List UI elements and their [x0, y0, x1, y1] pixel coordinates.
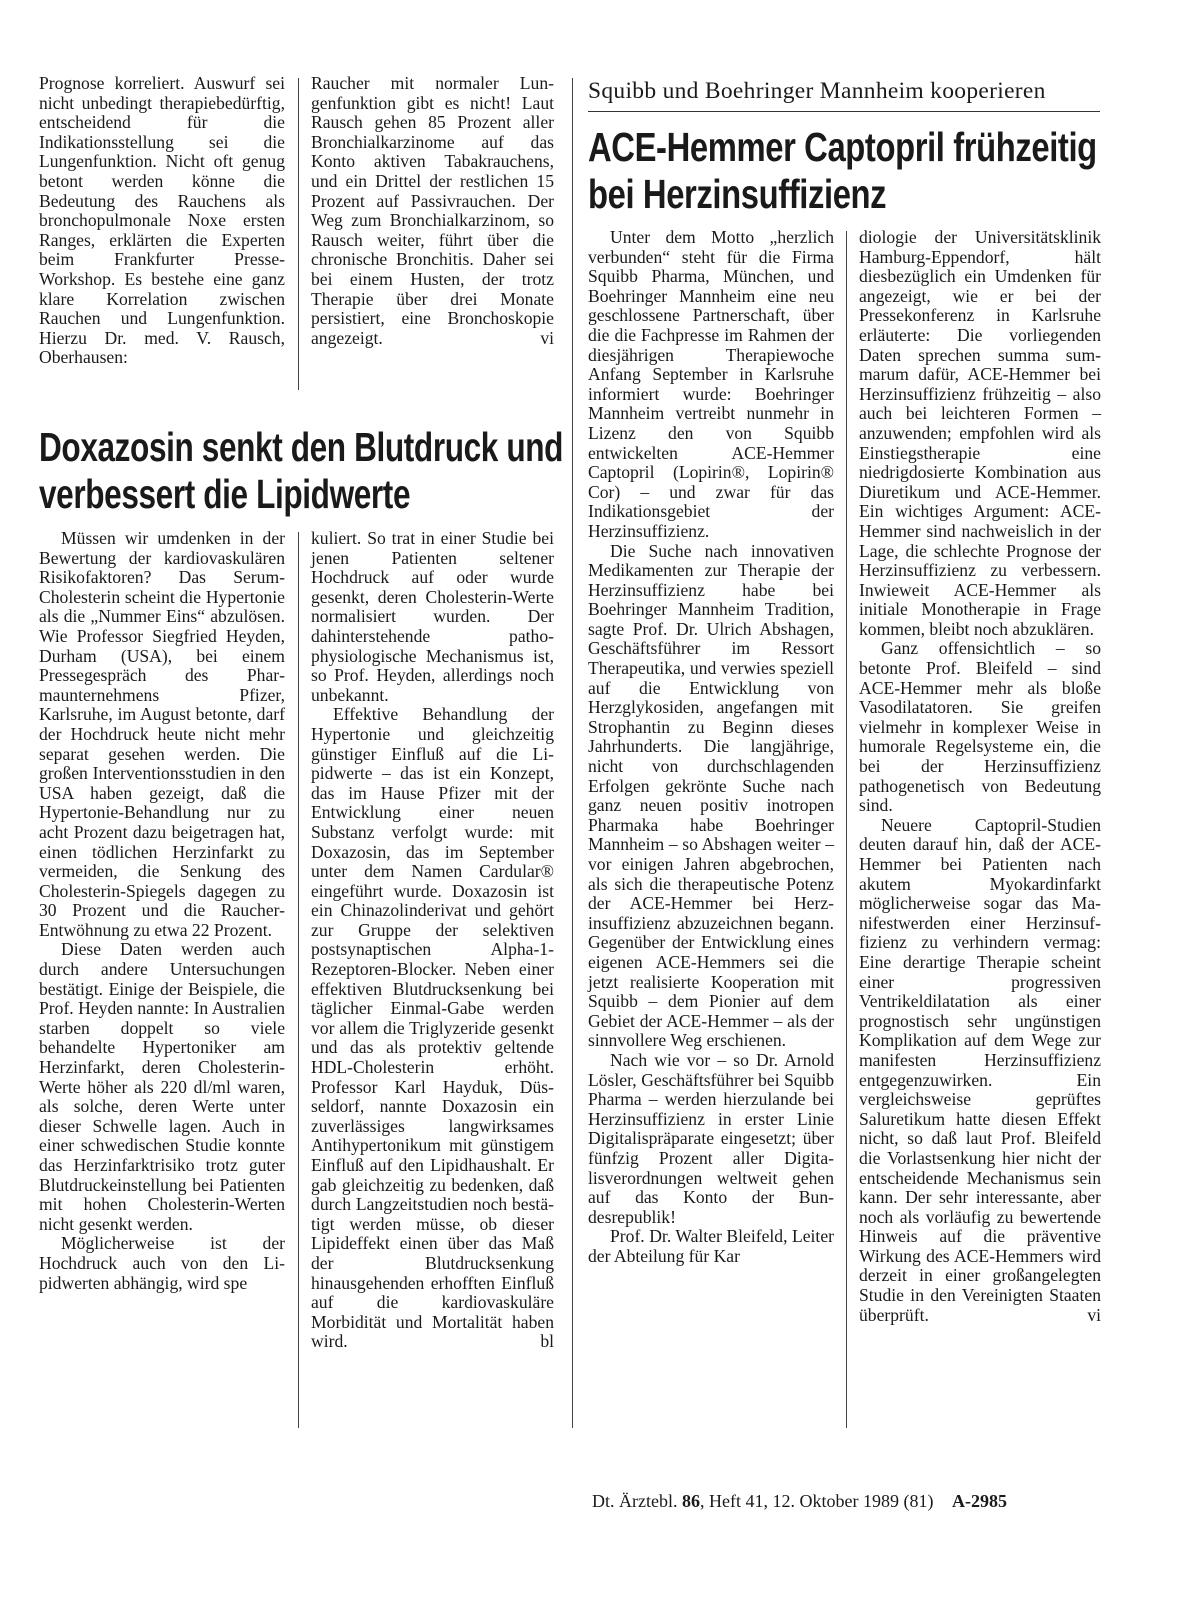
ace-headline [588, 124, 1097, 218]
journal-name: Dt. Ärztebl. [592, 1491, 678, 1511]
headline-line: Doxazosin senkt den Blutdruck und [39, 424, 564, 470]
top-article-column-1 [39, 74, 285, 368]
author-signature: vi [1087, 1304, 1101, 1325]
paragraph: diologie der Universitätsklinik Hamburg-Eppendorf, hält diesbezüglich ein Umdenken für angezeigt, wie er bei der Pressekonferenz in Karlsruhe erläuterte: Die vorliegenden Daten sprechen summa summarum dafür, ACE-Hemmer bei Herzinsuffizienz frühzeitig – also auch bei leichteren Formen – anzuwenden; empfohlen wird als Einstiegstherapie eine niedrigdosierte Kombination aus Diuretikum und ACE-Hemmer. Ein wichtiges Argument: ACE-Hemmer sind nachweislich in der Lage, die schlechte Prognose der Herzinsuffizienz zu verbessern. Inwieweit ACE-Hemmer als initiale Monotherapie in Frage kommen, bleibt noch abzuklären. [859, 227, 1101, 639]
paragraph: Ganz offensichtlich – so betonte Prof. Bleifeld – sind ACE-Hemmer mehr als bloße Vasodilatatoren. Sie greifen vielmehr in komplexer Weise in humorale Regelsysteme ein, die bei der Herzinsuffizienz pathogenetisch von Bedeutung sind. [859, 638, 1101, 816]
headline-line: verbessert die Lipidwerte [39, 471, 411, 517]
kicker-rule [588, 111, 1100, 112]
doxazosin-column-1 [39, 529, 285, 1293]
column-divider [298, 532, 299, 1428]
ace-column-1 [588, 228, 834, 1266]
top-article-column-2 [311, 74, 554, 348]
paragraph: Prof. Dr. Walter Bleifeld, Leiter der Abteilung für Kar [588, 1226, 834, 1266]
doxazosin-column-2 [311, 529, 554, 1352]
paragraph: kuliert. So trat in einer Studie bei jenen Patienten seltener Hochdruck auf oder wurde gesenkt, deren Cholesterin-Werte normalisiert wurden. Der dahinterstehende pathophysiologische Mechanismus ist, so Prof. Heyden, allerdings noch unbekannt. [311, 528, 554, 705]
paragraph: Möglicherweise ist der Hochdruck auch von den Lipidwerten abhängig, wird spe [39, 1233, 285, 1293]
ace-kicker: Squibb und Boehringer Mannheim kooperieren [588, 78, 1046, 104]
author-signature: vi [540, 327, 554, 348]
ace-column-2 [859, 228, 1101, 1325]
paragraph: Prognose korreliert. Auswurf sei nicht unbedingt therapiebedürftig, entscheidend für die Indikationsstellung sei die Lungenfunktion. Nicht oft genug betont werden könne die Bedeutung des Rauchens als bronchopulmonale Noxe ersten Ranges, erklärten die Experten beim Frankfurter Presse-Workshop. Es bestehe eine ganz klare Korrelation zwischen Rauchen und Lungenfunktion. Hierzu Dr. med. V. Rausch, Oberhausen: [39, 73, 285, 368]
headline-line: bei Herzinsuffizienz [588, 171, 887, 217]
paragraph: Diese Daten werden auch durch andere Untersuchungen bestätigt. Einige der Beispiele, die Prof. Heyden nannte: In Australien starben doppelt so viele behandelte Hypertoniker am Herzinfarkt, deren Cholesterin-Werte höher als 220 dl/ml waren, als solche, deren Werte unter dieser Schwelle lagen. Auch in einer schwedischen Studie konnte das Herzinfarktrisiko trotz guter Blutdruckeinstellung bei Patienten mit hohen Cholesterin-Werten nicht gesenkt werden. [39, 939, 285, 1234]
paragraph: Neuere Captopril-Studien deuten darauf hin, daß der ACE-Hemmer bei Patienten nach akutem Myokardinfarkt möglicherweise sogar das Manifestwerden einer Herzinsuffizienz zu verhindern vermag: Eine derartige Therapie scheint einer progressiven Ventrikeldilatation als einer prognostisch sehr ungünstigen Komplikation auf dem Wege zur manifesten Herzinsuffizienz entgegenzuwirken. Ein vergleichsweise geprüftes Saluretikum hatte diesen Effekt nicht, so daß laut Prof. Bleifeld die Vorlastsenkung hier nicht der entscheidende Mechanismus sein kann. Der sehr interessante, aber noch als vorläufig zu bewertende Hinweis auf die präventive Wirkung des ACE-Hemmers wird derzeit in einer großangelegten Studie in den Vereinigten Staaten überprüft. vi [859, 814, 1101, 1325]
volume: 86 [681, 1491, 700, 1511]
paragraph: Unter dem Motto „herzlich verbunden“ steht für die Firma Squibb Pharma, München, und Boehringer Mannheim eine neu geschlossene Partnerschaft, über die die Fachpresse im Rahmen der diesjährigen Therapiewoche Anfang September in Karlsruhe informiert wurde: Boehringer Mannheim vertreibt nunmehr in Lizenz den von Squibb entwickelten ACE-Hemmer Captopril (Lopirin®, Lopirin® Cor) – und zwar für das Indikationsgebiet der Herzinsuffizienz. [588, 227, 834, 541]
headline-line: ACE-Hemmer Captopril frühzeitig [588, 124, 1097, 170]
page-footer [592, 1491, 1007, 1512]
page-number: A-2985 [951, 1491, 1007, 1511]
section-divider [572, 78, 573, 1428]
paragraph: Effektive Behandlung der Hypertonie und gleichzeitig günstiger Einfluß auf die Lipidwerte – das ist ein Konzept, das im Hause Pfizer mit der Entwicklung einer neuen Substanz verfolgt wurde: mit Doxazosin, das im September unter dem Namen Cardular® eingeführt wurde. Doxazosin ist ein Chinazolinderivat und gehört zur Gruppe der selektiven postsynaptischen Alpha-1-Rezeptoren-Blocker. Neben einer effektiven Blutdrucksenkung bei täglicher Einmal-Gabe werden vor allem die Triglyzeride gesenkt und das als protektiv geltende HDL-Cholesterin erhöht. Professor Karl Hayduk, Düsseldorf, nannte Doxazosin ein zuverlässiges langwirksames Antihypertonikum mit günstigem Einfluß auf den Lipidhaushalt. Er gab gleichzeitig zu bedenken, daß durch Langzeitstudien noch bestätigt werden müsse, ob dieser Lipideffekt einen über das Maß der Blutdrucksenkung hinausgehenden erhofften Einfluß auf die kardiovaskuläre Morbidität und Mortalität haben wird. bl [311, 704, 554, 1352]
column-divider [846, 231, 847, 1428]
paragraph: Müssen wir umdenken in der Bewertung der kardiovaskulären Risikofaktoren? Das Serum-Cholesterin scheint die Hypertonie als die „Nummer Eins“ abzulösen. Wie Professor Siegfried Heyden, Durham (USA), bei einem Pressegespräch des Pharmaunternehmens Pfizer, Karlsruhe, im August betonte, darf der Hochdruck heute nicht mehr separat gesehen werden. Die großen Interventionsstudien in den USA haben gezeigt, daß die Hypertonie-Behandlung nur zu acht Prozent dazu beigetragen hat, einen tödlichen Herzinfarkt zu vermeiden, die Senkung des Cholesterin-Spiegels dagegen zu 30 Prozent und die Raucher-Entwöhnung zu etwa 22 Prozent. [39, 528, 285, 940]
issue-date: , Heft 41, 12. Oktober 1989 (81) [699, 1491, 934, 1511]
doxazosin-headline [39, 424, 563, 518]
paragraph: Die Suche nach innovativen Medikamenten zur Therapie der Herzinsuffizienz habe bei Boehringer Mannheim Tradition, sagte Prof. Dr. Ulrich Abshagen, Geschäftsführer im Ressort Therapeutika, und verwies speziell auf die Entwicklung von Herzglykosiden, angefangen mit Strophantin zu Beginn dieses Jahrhunderts. Die langjährige, nicht von durchschlagenden Erfolgen gekrönte Suche nach ganz neuen positiv inotropen Pharmaka habe Boehringer Mannheim – so Abshagen weiter – vor einigen Jahren abgebrochen, als sich die therapeutische Potenz der ACE-Hemmer bei Herzinsuffizienz abzuzeichnen begann. Gegenüber der Entwicklung eines eigenen ACE-Hemmers sei die jetzt realisierte Kooperation mit Squibb – dem Pionier auf dem Gebiet der ACE-Hemmer – als der sinnvollere Weg erschienen. [588, 540, 834, 1051]
paragraph: Nach wie vor – so Dr. Arnold Lösler, Geschäftsführer bei Squibb Pharma – werden hierzulande bei Herzinsuffizienz in erster Linie Digitalispräparate eingesetzt; über fünfzig Prozent aller Digitalisverordnungen weltweit gehen auf das Konto der Bundesrepublik! [588, 1049, 834, 1227]
paragraph: Raucher mit normaler Lungenfunktion gibt es nicht! Laut Rausch gehen 85 Prozent aller Bronchialkarzinome auf das Konto aktiven Tabakrauchens, und ein Drittel der restlichen 15 Prozent auf Passivrauchen. Der Weg zum Bronchialkarzinom, so Rausch weiter, führt über die chronische Bronchitis. Daher sei bei einem Husten, der trotz Therapie über drei Monate persistiert, eine Bronchoskopie angezeigt. vi [311, 73, 554, 348]
author-signature: bl [540, 1331, 554, 1352]
column-divider [298, 78, 299, 390]
